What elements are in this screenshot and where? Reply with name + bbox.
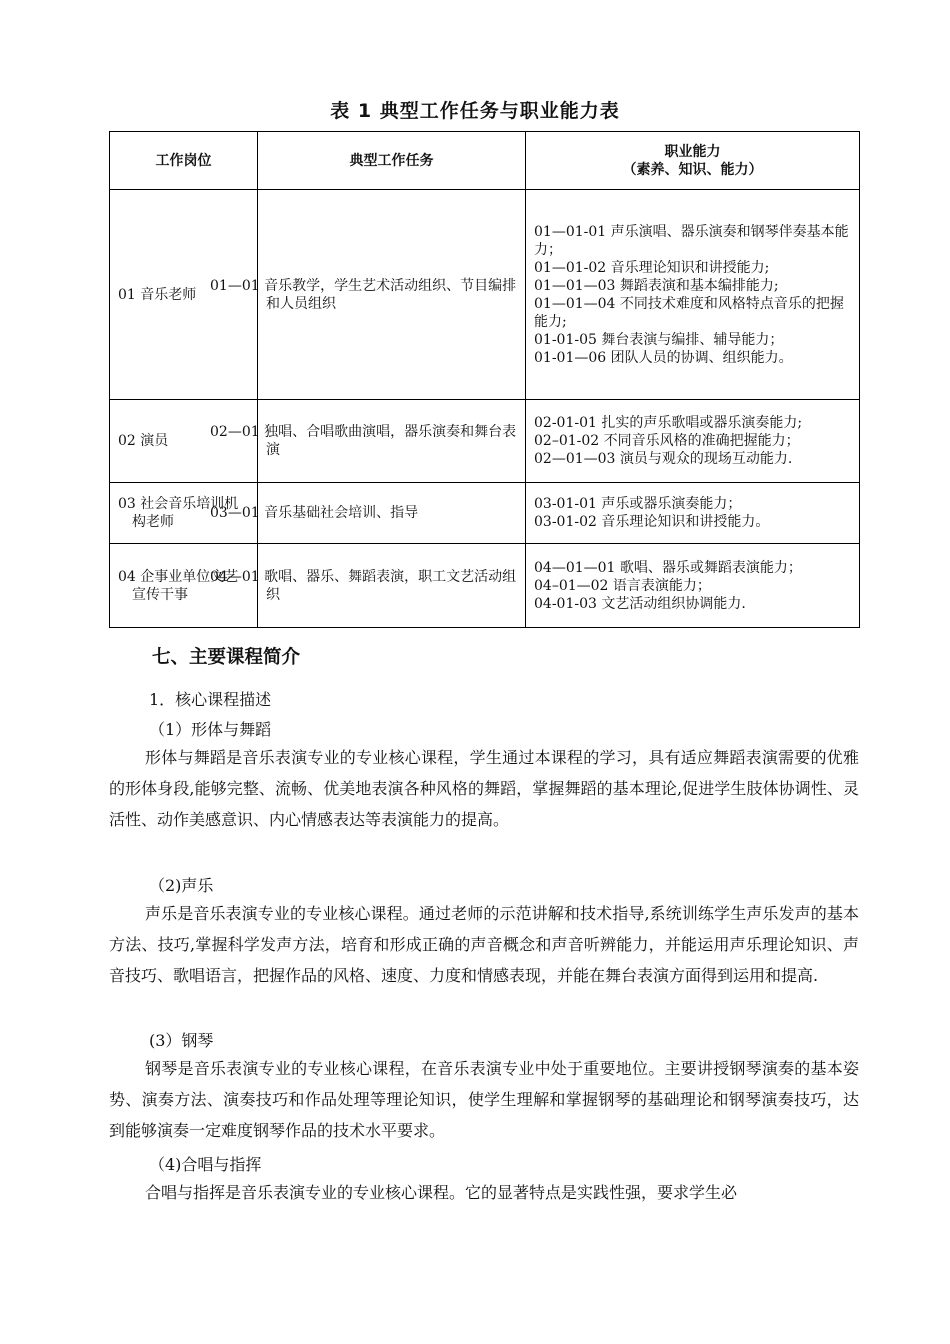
ability-item: 02–01-02 不同音乐风格的准确把握能力； [534, 433, 800, 449]
course-description [109, 1177, 859, 1208]
header-position: 工作岗位 [110, 132, 258, 190]
ability-item: 04—01—01 歌唱、器乐或舞蹈表演能力； [534, 559, 802, 576]
ability-item: 04–01—02 语言表演能力； [534, 577, 711, 594]
course-body: 钢琴是音乐表演专业的专业核心课程，在音乐表演专业中处于重要地位。主要讲授钢琴演奏的基本姿势、演奏方法、演奏技巧和作品处理等理论知识，使学生理解和掌握钢琴的基础理论和钢琴演奏技巧，达到能够演奏一定难度钢琴作品的技术水平要求。 [109, 1059, 859, 1140]
course-heading: （4)合唱与指挥 [149, 1155, 262, 1174]
ability-item: 02-01-01 扎实的声乐歌唱或器乐演奏能力; [534, 415, 803, 431]
table-row [110, 483, 860, 544]
cell-task: 04—01 歌唱、器乐、舞蹈表演，职工文艺活动组织 [258, 544, 526, 628]
course-description [109, 742, 859, 835]
course-heading: （2)声乐 [149, 876, 214, 895]
table-row [110, 400, 860, 483]
cell-abilities [526, 190, 860, 400]
cell-task: 01—01 音乐教学，学生艺术活动组织、节目编排和人员组织 [258, 190, 526, 400]
header-ability-title: 职业能力 [664, 143, 721, 160]
ability-item: 01—01-01 声乐演唱、器乐演奏和钢琴伴奏基本能力； [534, 223, 849, 258]
cell-position: 03 社会音乐培训机构老师 [110, 483, 258, 544]
ability-item: 01—01—03 舞蹈表演和基本编排能力; [534, 277, 779, 294]
course-body: 形体与舞蹈是音乐表演专业的专业核心课程，学生通过本课程的学习，具有适应舞蹈表演需要的优雅的形体身段,能够完整、流畅、优美地表演各种风格的舞蹈，掌握舞蹈的基本理论,促进学生肢体协调性、灵活性、动作美感意识、内心情感表达等表演能力的提高。 [109, 748, 859, 829]
table-row [110, 544, 860, 628]
cell-position: 01 音乐老师 [110, 190, 258, 400]
cell-abilities [526, 400, 860, 483]
course-body: 声乐是音乐表演专业的专业核心课程。通过老师的示范讲解和技术指导,系统训练学生声乐发声的基本方法、技巧,掌握科学发声方法，培育和形成正确的声音概念和声音听辨能力，并能运用声乐理论知识、声音技巧、歌唱语言，把握作品的风格、速度、力度和情感表现，并能在舞台表演方面得到运用和提高. [109, 904, 859, 985]
course-heading: (3）钢琴 [149, 1031, 214, 1050]
ability-item: 02—01—03 演员与观众的现场互动能力. [534, 451, 793, 467]
cell-position: 04 企事业单位文艺宣传干事 [110, 544, 258, 628]
course-description [109, 1053, 859, 1146]
ability-item: 04-01-03 文艺活动组织协调能力. [534, 595, 746, 612]
job-ability-table [109, 131, 860, 628]
course-description [109, 898, 859, 991]
ability-item: 01—01-02 音乐理论知识和讲授能力; [534, 259, 770, 276]
header-ability-subtitle: （素养、知识、能力） [622, 161, 763, 178]
header-task: 典型工作任务 [258, 132, 526, 190]
ability-item: 03-01-02 音乐理论知识和讲授能力。 [534, 514, 770, 530]
cell-position: 02 演员 [110, 400, 258, 483]
ability-item: 01-01-05 舞台表演与编排、辅导能力； [534, 331, 784, 348]
cell-abilities [526, 544, 860, 628]
ability-item: 01—01—04 不同技术难度和风格特点音乐的把握能力; [534, 295, 844, 330]
table-header-row [110, 132, 860, 190]
header-ability [526, 132, 860, 190]
ability-item: 01-01—06 团队人员的协调、组织能力。 [534, 349, 793, 366]
cell-abilities [526, 483, 860, 544]
subsection-heading: 1．核心课程描述 [149, 690, 272, 709]
table-title: 表 1 典型工作任务与职业能力表 [330, 100, 620, 122]
course-body: 合唱与指挥是音乐表演专业的专业核心课程。它的显著特点是实践性强，要求学生必 [145, 1183, 738, 1202]
course-heading: （1）形体与舞蹈 [149, 720, 272, 739]
section-heading: 七、主要课程简介 [152, 647, 301, 668]
cell-task: 02—01 独唱、合唱歌曲演唱，器乐演奏和舞台表演 [258, 400, 526, 483]
table-row [110, 190, 860, 400]
cell-task: 03—01 音乐基础社会培训、指导 [258, 483, 526, 544]
ability-item: 03-01-01 声乐或器乐演奏能力； [534, 496, 742, 512]
